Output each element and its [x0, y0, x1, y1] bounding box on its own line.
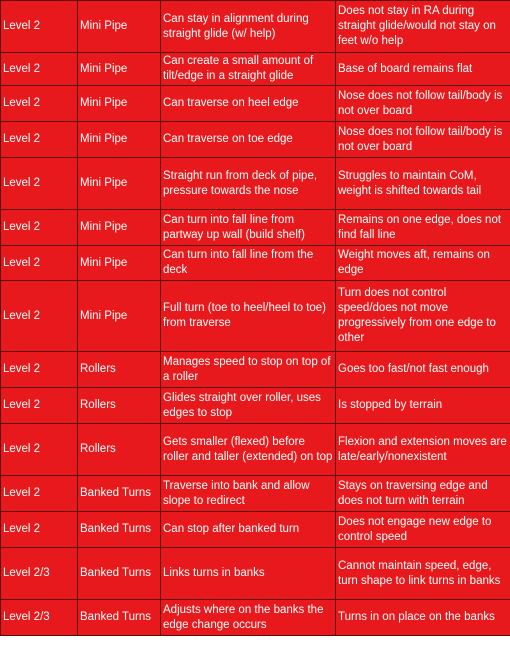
- criteria-cell: Can turn into fall line from partway up wall (build shelf): [161, 210, 336, 246]
- issue-cell: Stays on traversing edge and does not turn with terrain: [336, 476, 510, 512]
- level-cell: Level 2/3: [1, 548, 78, 600]
- criteria-cell: Gets smaller (flexed) before roller and taller (extended) on top: [161, 424, 336, 476]
- issue-cell: Cannot maintain speed, edge, turn shape to link turns in banks: [336, 548, 510, 600]
- level-cell: Level 2: [1, 476, 78, 512]
- issue-cell: Flexion and extension moves are late/early/nonexistent: [336, 424, 510, 476]
- criteria-cell: Adjusts where on the banks the edge change occurs: [161, 600, 336, 636]
- issue-cell: Nose does not follow tail/body is not over board: [336, 122, 510, 158]
- table-row: [1, 476, 510, 512]
- issue-cell: Turns in on place on the banks: [336, 600, 510, 636]
- table-row: [1, 246, 510, 281]
- area-cell: Banked Turns: [78, 600, 161, 636]
- table-row: [1, 158, 510, 210]
- table-row: [1, 548, 510, 600]
- area-cell: Mini Pipe: [78, 53, 161, 86]
- issue-cell: Remains on one edge, does not find fall line: [336, 210, 510, 246]
- table-row: [1, 122, 510, 158]
- level-cell: Level 2: [1, 53, 78, 86]
- criteria-cell: Glides straight over roller, uses edges to stop: [161, 388, 336, 424]
- area-cell: Mini Pipe: [78, 1, 161, 53]
- area-cell: Mini Pipe: [78, 246, 161, 281]
- area-cell: Mini Pipe: [78, 158, 161, 210]
- table-row: [1, 53, 510, 86]
- table-row: [1, 86, 510, 122]
- table-row: [1, 210, 510, 246]
- area-cell: Banked Turns: [78, 548, 161, 600]
- table-row: [1, 424, 510, 476]
- level-cell: Level 2: [1, 388, 78, 424]
- level-cell: Level 2: [1, 1, 78, 53]
- criteria-cell: Links turns in banks: [161, 548, 336, 600]
- skills-table-body: [1, 1, 510, 636]
- area-cell: Rollers: [78, 388, 161, 424]
- table-row: [1, 352, 510, 388]
- criteria-cell: Traverse into bank and allow slope to redirect: [161, 476, 336, 512]
- area-cell: Mini Pipe: [78, 210, 161, 246]
- issue-cell: Weight moves aft, remains on edge: [336, 246, 510, 281]
- issue-cell: Does not engage new edge to control speed: [336, 512, 510, 548]
- issue-cell: Base of board remains flat: [336, 53, 510, 86]
- level-cell: Level 2: [1, 512, 78, 548]
- table-row: [1, 388, 510, 424]
- level-cell: Level 2: [1, 246, 78, 281]
- level-cell: Level 2: [1, 281, 78, 352]
- area-cell: Mini Pipe: [78, 281, 161, 352]
- area-cell: Rollers: [78, 352, 161, 388]
- table-row: [1, 600, 510, 636]
- area-cell: Rollers: [78, 424, 161, 476]
- criteria-cell: Straight run from deck of pipe, pressure towards the nose: [161, 158, 336, 210]
- level-cell: Level 2: [1, 122, 78, 158]
- level-cell: Level 2: [1, 352, 78, 388]
- criteria-cell: Can stop after banked turn: [161, 512, 336, 548]
- criteria-cell: Full turn (toe to heel/heel to toe) from traverse: [161, 281, 336, 352]
- table-row: [1, 512, 510, 548]
- criteria-cell: Can create a small amount of tilt/edge in a straight glide: [161, 53, 336, 86]
- level-cell: Level 2: [1, 86, 78, 122]
- criteria-cell: Can traverse on heel edge: [161, 86, 336, 122]
- level-cell: Level 2/3: [1, 600, 78, 636]
- issue-cell: Is stopped by terrain: [336, 388, 510, 424]
- area-cell: Banked Turns: [78, 512, 161, 548]
- criteria-cell: Can traverse on toe edge: [161, 122, 336, 158]
- issue-cell: Goes too fast/not fast enough: [336, 352, 510, 388]
- criteria-cell: Can stay in alignment during straight glide (w/ help): [161, 1, 336, 53]
- issue-cell: Does not stay in RA during straight glide/would not stay on feet w/o help: [336, 1, 510, 53]
- issue-cell: Nose does not follow tail/body is not over board: [336, 86, 510, 122]
- level-cell: Level 2: [1, 210, 78, 246]
- criteria-cell: Can turn into fall line from the deck: [161, 246, 336, 281]
- area-cell: Mini Pipe: [78, 86, 161, 122]
- area-cell: Mini Pipe: [78, 122, 161, 158]
- issue-cell: Turn does not control speed/does not move progressively from one edge to other: [336, 281, 510, 352]
- level-cell: Level 2: [1, 424, 78, 476]
- area-cell: Banked Turns: [78, 476, 161, 512]
- table-row: [1, 1, 510, 53]
- level-cell: Level 2: [1, 158, 78, 210]
- criteria-cell: Manages speed to stop on top of a roller: [161, 352, 336, 388]
- issue-cell: Struggles to maintain CoM, weight is shifted towards tail: [336, 158, 510, 210]
- table-row: [1, 281, 510, 352]
